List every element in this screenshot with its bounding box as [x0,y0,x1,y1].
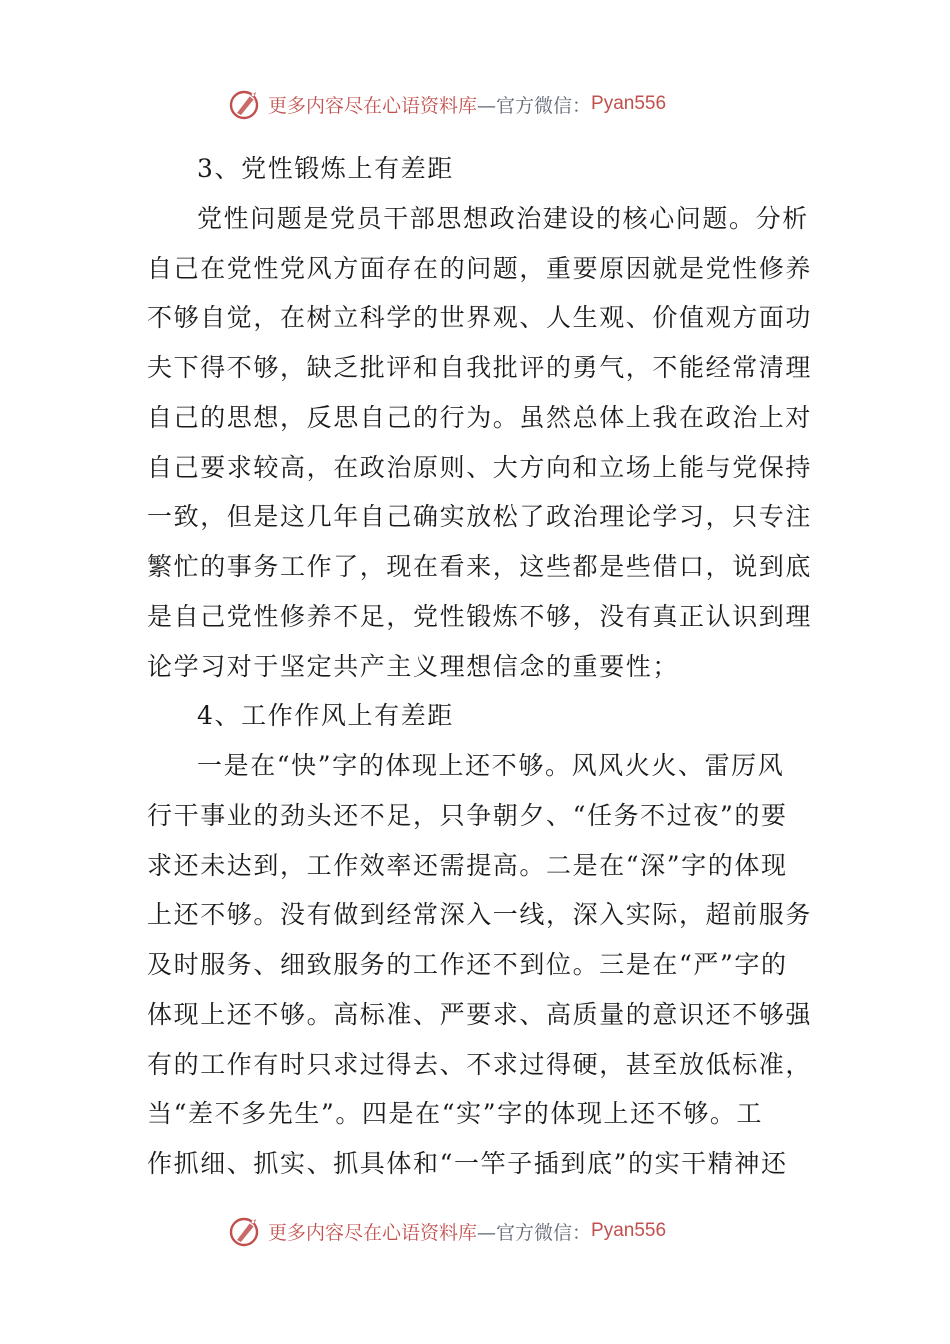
footer-watermark-banner [228,1211,666,1251]
paragraph-line: 不够自觉，在树立科学的世界观、人生观、价值观方面功 [147,303,813,333]
paragraph-line: 一是在“快”字的体现上还不够。风风火火、雷厉风 [197,751,785,780]
pen-nib-seal-icon [228,1213,264,1249]
pen-nib-seal-icon [228,86,264,122]
banner-sub-text: —官方微信： [477,1221,592,1244]
banner-wechat-id: Pyan556 [591,1220,667,1241]
paragraph-line: 是自己党性修养不足，党性锻炼不够，没有真正认识到理 [147,601,813,631]
section-heading: 3、党性锻炼上有差距 [197,154,454,183]
banner-wechat-id: Pyan556 [591,93,667,114]
paragraph-line: 求还未达到，工作效率还需提高。二是在“深”字的体现 [147,850,788,880]
paragraph-line: 自己在党性党风方面存在的问题，重要原因就是党性修养 [147,253,813,283]
paragraph-line: 有的工作有时只求过得去、不求过得硬，甚至放低标准， [147,1049,813,1079]
paragraph-line: 自己要求较高，在政治原则、大方向和立场上能与党保持 [147,452,813,482]
paragraph-line: 党性问题是党员干部思想政治建设的核心问题。分析 [197,203,809,233]
paragraph-line: 论学习对于坚定共产主义理想信念的重要性； [147,651,680,681]
banner-main-text: 更多内容尽在心语资料库 [268,94,478,117]
document-body [147,144,813,1189]
paragraph-line: 作抓细、抓实、抓具体和“一竿子插到底”的实干精神还 [147,1149,788,1178]
header-watermark-banner [228,84,666,124]
paragraph-line: 及时服务、细致服务的工作还不到位。三是在“严”字的 [147,950,788,979]
paragraph-line: 自己的思想，反思自己的行为。虽然总体上我在政治上对 [147,402,813,432]
paragraph-line: 夫下得不够，缺乏批评和自我批评的勇气，不能经常清理 [147,353,813,382]
paragraph-line: 行干事业的劲头还不足，只争朝夕、“任务不过夜”的要 [147,800,788,830]
paragraph-line: 繁忙的事务工作了，现在看来，这些都是些借口，说到底 [147,552,813,581]
paragraph-line: 一致，但是这几年自己确实放松了政治理论学习，只专注 [147,502,813,532]
paragraph-line: 当“差不多先生”。四是在“实”字的体现上还不够。工 [147,1099,764,1129]
paragraph-line: 上还不够。没有做到经常深入一线，深入实际，超前服务 [147,900,813,930]
section-heading: 4、工作作风上有差距 [197,701,454,731]
banner-main-text: 更多内容尽在心语资料库 [268,1221,478,1244]
banner-sub-text: —官方微信： [477,94,592,117]
paragraph-line: 体现上还不够。高标准、严要求、高质量的意识还不够强 [147,999,813,1029]
